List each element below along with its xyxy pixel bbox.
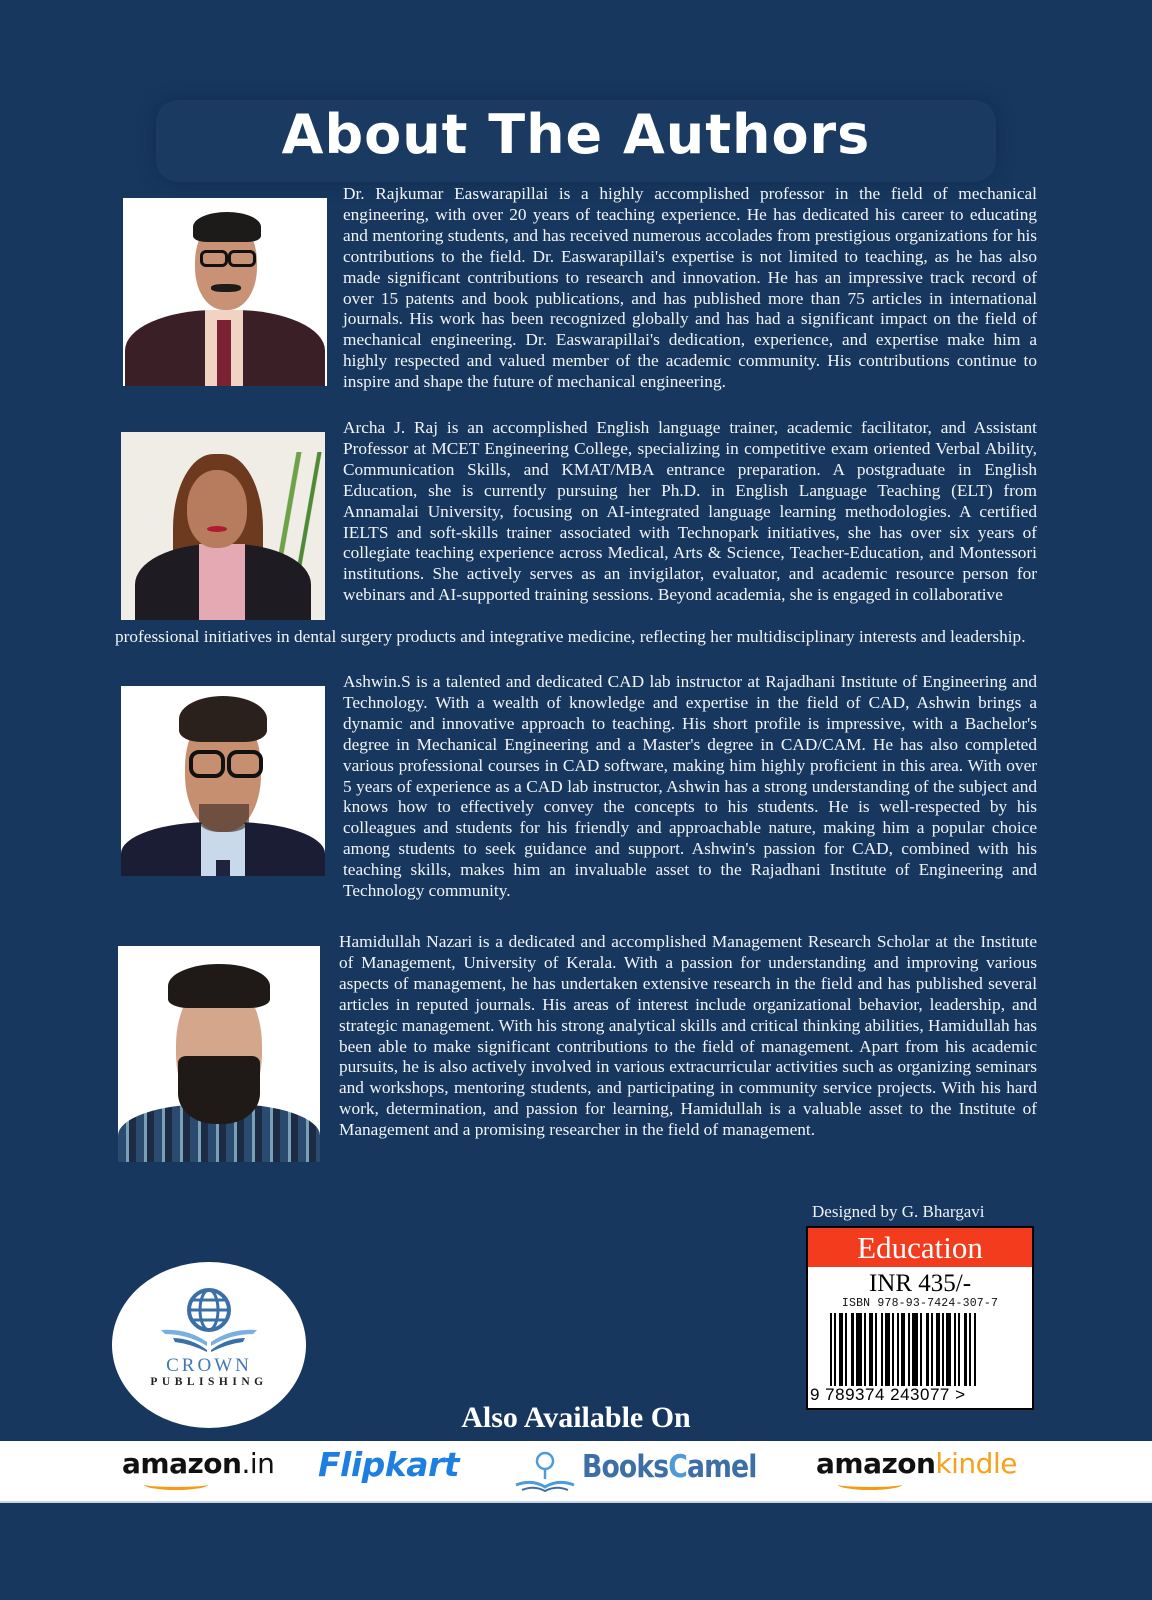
store-bookscamel[interactable] bbox=[512, 1447, 782, 1495]
amazon-smile-icon bbox=[838, 1479, 902, 1490]
bookscamel-icon bbox=[512, 1449, 578, 1493]
author-bio-archa-continued: professional initiatives in dental surgery products and integrative medicine, reflecting her multidisciplinary interests and leadership. bbox=[115, 627, 1026, 646]
category-label: Education bbox=[808, 1228, 1032, 1267]
page-title: About The Authors bbox=[281, 103, 871, 166]
store-flipkart[interactable]: Flipkart bbox=[318, 1445, 460, 1484]
price-isbn-box bbox=[806, 1226, 1034, 1410]
author-bio-rajkumar: Dr. Rajkumar Easwarapillai is a highly accomplished professor in the field of mechanical engineering, with over 20 years of teaching experience. He has dedicated his career to educating and mentoring students, and has received numerous accolades from prestigious organizations for his contributions to the field. Dr. Easwarapillai's expertise is not limited to teaching, as he has also made significant contributions to research and innovation. He has an impressive track record of over 15 patents and book publications, and has published more than 75 articles in international journals. His work has been recognized globally and has had a significant impact on the field of mechanical engineering. Dr. Easwarapillai's dedication, experience, and expertise make him a highly respected and valued member of the academic community. His contributions continue to inspire and shape the future of mechanical engineering. bbox=[343, 184, 1037, 392]
author-bio-archa: Archa J. Raj is an accomplished English language trainer, academic facilitator, and Assistant Professor at MCET Engineering College, specializing in competitive exam oriented Verbal Ability, Communication Skills, and KMAT/MBA entrance preparation. A postgraduate in English Education, she is currently pursuing her Ph.D. in English Language Teaching (ELT) from Annamalai University, focusing on AI-integrated language learning methodologies. A certified IELTS and soft-skills trainer associated with Technopark initiatives, she has over six years of collegiate teaching experience across Medical, Arts & Science, Teacher-Education, and Montessori institutions. She actively serves as an invigilator, evaluator, and academic resource person for webinars and AI-supported training sessions. Beyond academia, she is engaged in collaborative bbox=[343, 418, 1037, 605]
publisher-name: CROWN bbox=[166, 1355, 252, 1376]
barcode-digits: 9 789374 243077 > bbox=[810, 1386, 1030, 1404]
author-photo-ashwin bbox=[121, 686, 325, 876]
also-available-heading: Also Available On bbox=[461, 1401, 691, 1434]
author-bio-hamidullah: Hamidullah Nazari is a dedicated and accomplished Management Research Scholar at the Institute of Management, University of Kerala. With a passion for understanding and improving various aspects of management, he has undertaken extensive research in the field and has published several articles in reputed journals. His areas of interest include organizational behavior, leadership, and strategic management. With his strong analytical skills and critical thinking abilities, Hamidullah has been able to make significant contributions to the field of management. Apart from his academic pursuits, he is also actively involved in various extracurricular activities such as organizing seminars and workshops, mentoring students, and participating in community service projects. With his hard work, determination, and passion for learning, Hamidullah is a valuable asset to the Institute of Management and a promising researcher in the field of management. bbox=[339, 932, 1037, 1140]
amazon-smile-icon bbox=[144, 1479, 208, 1490]
globe-book-icon bbox=[159, 1288, 259, 1354]
store-amazon-in[interactable] bbox=[122, 1447, 282, 1495]
amazon-kindle-label: amazonkindle bbox=[816, 1447, 1017, 1480]
store-amazon-kindle[interactable] bbox=[816, 1447, 1036, 1495]
designer-credit: Designed by G. Bhargavi bbox=[812, 1202, 985, 1221]
price-label: INR 435/- bbox=[868, 1270, 972, 1297]
isbn-label: ISBN 978-93-7424-307-7 bbox=[841, 1297, 999, 1310]
author-bio-ashwin: Ashwin.S is a talented and dedicated CAD lab instructor at Rajadhani Institute of Engineering and Technology. With a wealth of knowledge and expertise in the field of CAD, Ashwin brings a dynamic and innovative approach to teaching. His short profile is impressive, with a Bachelor's degree in Mechanical Engineering and a Master's degree in CAD/CAM. He has also completed various professional courses in CAD software, making him highly proficient in this area. With over 5 years of experience as a CAD lab instructor, Ashwin has a strong understanding of the subject and knows how to effectively convey the concepts to his students. He is well-respected by his colleagues and students for his friendly and approachable nature, making him a popular choice among students to seek guidance and support. Ashwin's passion for CAD, combined with his teaching skills, makes him an invaluable asset to the Rajadhani Institute of Engineering and Technology community. bbox=[343, 672, 1037, 901]
stores-band bbox=[0, 1441, 1152, 1503]
publisher-subtitle: PUBLISHING bbox=[150, 1376, 268, 1388]
barcode-icon bbox=[830, 1313, 1010, 1387]
author-photo-hamidullah bbox=[118, 946, 320, 1162]
author-photo-archa bbox=[121, 432, 325, 620]
bookscamel-label: BooksCamel bbox=[582, 1449, 757, 1485]
author-photo-rajkumar bbox=[123, 198, 327, 386]
amazon-in-label: amazon.in bbox=[122, 1447, 275, 1480]
